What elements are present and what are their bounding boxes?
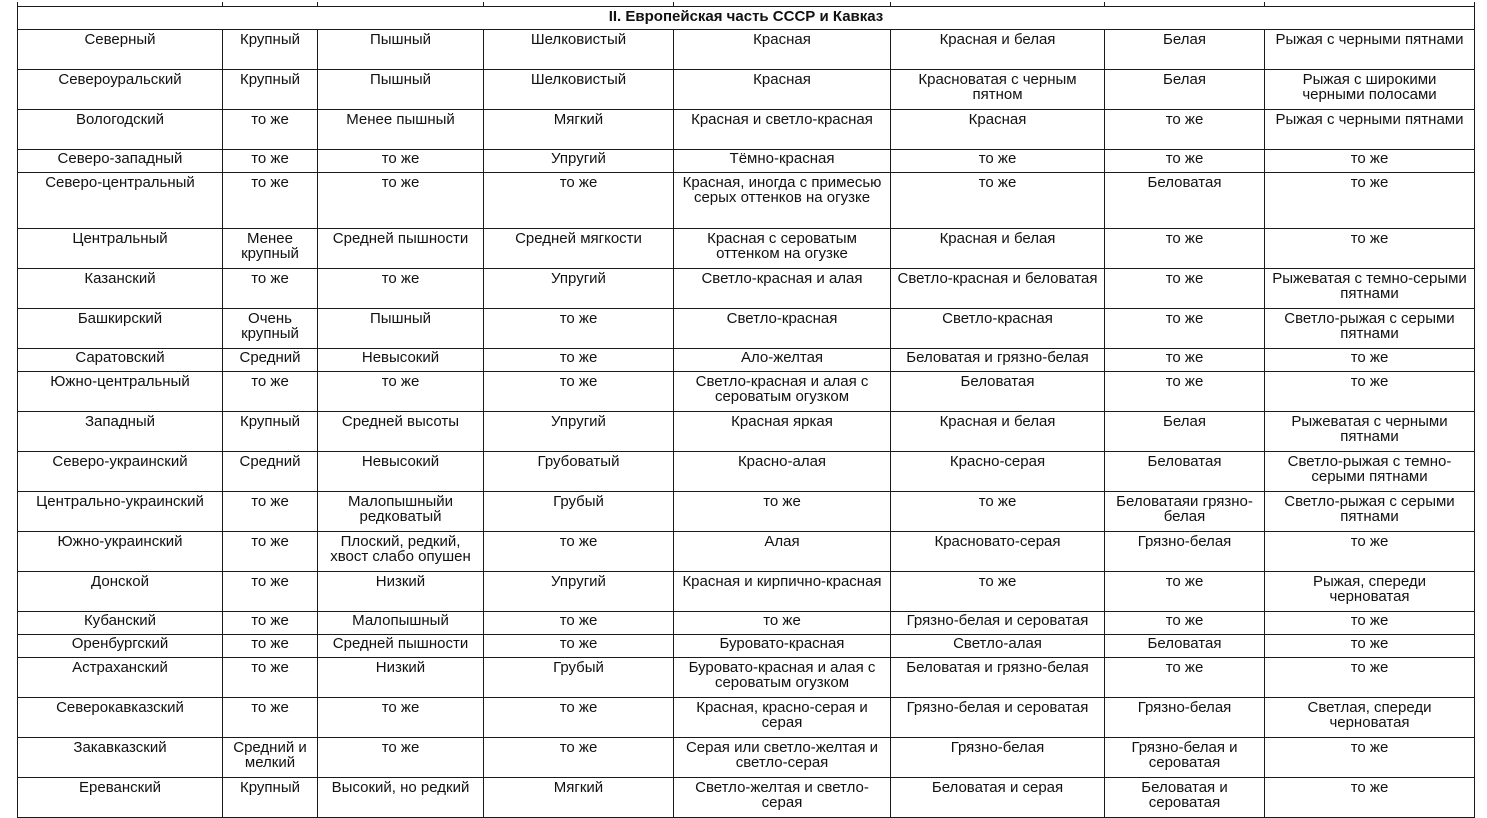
cell-tail: то же (318, 150, 484, 173)
cell-color-other: Рыжая, спереди черноватая (1265, 572, 1475, 612)
cell-size: то же (223, 658, 318, 698)
cell-color-chest: Беловатая и грязно-белая (891, 658, 1105, 698)
cell-color-back: Красная, красно-серая и серая (674, 698, 891, 738)
cell-color-other: Светло-рыжая с темно-серыми пятнами (1265, 452, 1475, 492)
cell-size: Очень крупный (223, 309, 318, 349)
cell-color-other: то же (1265, 635, 1475, 658)
cell-color-belly: Грязно-белая (1105, 532, 1265, 572)
cell-size: то же (223, 150, 318, 173)
cell-color-back: Красная и светло-красная (674, 110, 891, 150)
cell-color-belly: то же (1105, 309, 1265, 349)
cell-color-belly: то же (1105, 110, 1265, 150)
table-row (18, 635, 1475, 658)
cell-fur: Упругий (484, 572, 674, 612)
cell-color-chest: Беловатая и грязно-белая (891, 349, 1105, 372)
table-row (18, 349, 1475, 372)
cell-color-chest: то же (891, 572, 1105, 612)
table-row (18, 372, 1475, 412)
cell-color-back: Светло-желтая и светло-серая (674, 778, 891, 818)
cell-color-back: Красная, иногда с примесью серых оттенков на огузке (674, 173, 891, 229)
cell-color-other: то же (1265, 778, 1475, 818)
cell-color-back: Красная с сероватым оттенком на огузке (674, 229, 891, 269)
table-row (18, 738, 1475, 778)
cell-breed: Северокавказский (18, 698, 223, 738)
cell-breed: Северный (18, 30, 223, 70)
cell-color-back: Красная и кирпично-красная (674, 572, 891, 612)
cell-size: Крупный (223, 778, 318, 818)
cell-breed: Башкирский (18, 309, 223, 349)
cell-color-other: Рыжая с черными пятнами (1265, 110, 1475, 150)
cell-tail: Плоский, редкий, хвост слабо опушен (318, 532, 484, 572)
cell-size: то же (223, 635, 318, 658)
table-body (18, 2, 1475, 818)
cell-color-other: то же (1265, 372, 1475, 412)
cell-color-back: Серая или светло-желтая и светло-серая (674, 738, 891, 778)
cell-breed: Астраханский (18, 658, 223, 698)
cell-color-belly: то же (1105, 572, 1265, 612)
cell-color-back: Алая (674, 532, 891, 572)
table-row (18, 698, 1475, 738)
table-row (18, 452, 1475, 492)
cell-color-belly: то же (1105, 372, 1265, 412)
table-row (18, 532, 1475, 572)
cell-tail: то же (318, 738, 484, 778)
cell-size: Менее крупный (223, 229, 318, 269)
cell-color-chest: то же (891, 150, 1105, 173)
cell-color-other: Рыжая с широкими черными полосами (1265, 70, 1475, 110)
cell-fur: то же (484, 532, 674, 572)
cell-color-other: то же (1265, 532, 1475, 572)
table-row (18, 70, 1475, 110)
cell-color-back: Красная (674, 70, 891, 110)
cell-tail: Пышный (318, 309, 484, 349)
table-row (18, 110, 1475, 150)
cell-color-other: то же (1265, 349, 1475, 372)
cell-color-back: Красная (674, 30, 891, 70)
cell-fur: Мягкий (484, 778, 674, 818)
table-row (18, 30, 1475, 70)
cell-color-back: то же (674, 612, 891, 635)
cell-fur: то же (484, 635, 674, 658)
cell-tail: Малопышный (318, 612, 484, 635)
cell-color-chest: Красная и белая (891, 30, 1105, 70)
cell-tail: Средней пышности (318, 229, 484, 269)
cell-color-chest: Красная и белая (891, 412, 1105, 452)
cell-size: то же (223, 572, 318, 612)
cell-fur: Мягкий (484, 110, 674, 150)
table-row (18, 412, 1475, 452)
cell-fur: Шелковистый (484, 70, 674, 110)
table-row (18, 173, 1475, 229)
cell-color-belly: то же (1105, 612, 1265, 635)
cell-color-back: Ало-желтая (674, 349, 891, 372)
cell-size: то же (223, 698, 318, 738)
table-row (18, 492, 1475, 532)
cell-breed: Западный (18, 412, 223, 452)
section-header-row (18, 7, 1475, 30)
cell-tail: Низкий (318, 658, 484, 698)
cell-size: Крупный (223, 30, 318, 70)
cell-tail: Высокий, но редкий (318, 778, 484, 818)
cell-color-belly: Белая (1105, 70, 1265, 110)
cell-size: Средний (223, 349, 318, 372)
cell-size: то же (223, 372, 318, 412)
cell-color-chest: Беловатая (891, 372, 1105, 412)
cell-fur: Грубоватый (484, 452, 674, 492)
cell-breed: Оренбургский (18, 635, 223, 658)
cell-color-belly: Грязно-белая и сероватая (1105, 738, 1265, 778)
cell-color-chest: Беловатая и серая (891, 778, 1105, 818)
cell-size: то же (223, 492, 318, 532)
cell-size: то же (223, 110, 318, 150)
cell-color-other: Светло-рыжая с серыми пятнами (1265, 492, 1475, 532)
cell-size: то же (223, 269, 318, 309)
cell-color-back: Красно-алая (674, 452, 891, 492)
table-row (18, 150, 1475, 173)
cell-color-belly: то же (1105, 150, 1265, 173)
cell-tail: Менее пышный (318, 110, 484, 150)
cell-size: то же (223, 612, 318, 635)
cell-color-chest: Грязно-белая и сероватая (891, 612, 1105, 635)
cell-color-other: Рыжеватая с черными пятнами (1265, 412, 1475, 452)
cell-tail: Средней пышности (318, 635, 484, 658)
cell-color-chest: то же (891, 173, 1105, 229)
cell-color-other: Светло-рыжая с серыми пятнами (1265, 309, 1475, 349)
cell-color-belly: то же (1105, 269, 1265, 309)
cell-color-chest: Светло-алая (891, 635, 1105, 658)
cell-fur: Средней мягкости (484, 229, 674, 269)
cell-tail: то же (318, 372, 484, 412)
cell-color-other: то же (1265, 738, 1475, 778)
cell-size: Крупный (223, 412, 318, 452)
cell-fur: то же (484, 173, 674, 229)
cell-color-belly: Грязно-белая (1105, 698, 1265, 738)
cell-color-belly: Беловатая (1105, 452, 1265, 492)
cell-breed: Закавказский (18, 738, 223, 778)
cell-color-other: то же (1265, 173, 1475, 229)
cell-color-belly: то же (1105, 229, 1265, 269)
cell-color-belly: Беловатая (1105, 173, 1265, 229)
table-row (18, 269, 1475, 309)
table-row (18, 309, 1475, 349)
cell-fur: Шелковистый (484, 30, 674, 70)
cell-tail: Средней высоты (318, 412, 484, 452)
cell-color-other: Рыжая с черными пятнами (1265, 30, 1475, 70)
cell-breed: Северо-центральный (18, 173, 223, 229)
cell-fur: то же (484, 309, 674, 349)
cell-tail: Невысокий (318, 349, 484, 372)
cell-size: то же (223, 173, 318, 229)
cell-color-other: Светлая, спереди черноватая (1265, 698, 1475, 738)
cell-color-back: Светло-красная и алая (674, 269, 891, 309)
cell-color-back: то же (674, 492, 891, 532)
cell-breed: Ереванский (18, 778, 223, 818)
table-row (18, 612, 1475, 635)
cell-fur: Упругий (484, 269, 674, 309)
cell-breed: Североуральский (18, 70, 223, 110)
cell-color-back: Красная яркая (674, 412, 891, 452)
cell-fur: Грубый (484, 492, 674, 532)
cell-color-belly: то же (1105, 349, 1265, 372)
cell-fur: то же (484, 738, 674, 778)
table-row (18, 229, 1475, 269)
cell-breed: Вологодский (18, 110, 223, 150)
cell-color-back: Тёмно-красная (674, 150, 891, 173)
cell-tail: Пышный (318, 70, 484, 110)
cell-breed: Южно-украинский (18, 532, 223, 572)
cell-breed: Северо-западный (18, 150, 223, 173)
cell-breed: Северо-украинский (18, 452, 223, 492)
cell-tail: Низкий (318, 572, 484, 612)
cell-color-belly: Белая (1105, 30, 1265, 70)
cell-fur: то же (484, 612, 674, 635)
cell-color-other: то же (1265, 658, 1475, 698)
cell-tail: то же (318, 698, 484, 738)
cell-color-other: Рыжеватая с темно-серыми пятнами (1265, 269, 1475, 309)
cell-fur: Грубый (484, 658, 674, 698)
cell-color-chest: Грязно-белая (891, 738, 1105, 778)
cell-color-chest: Грязно-белая и сероватая (891, 698, 1105, 738)
cell-color-belly: Беловатая и сероватая (1105, 778, 1265, 818)
section-title: II. Европейская часть СССР и Кавказ (18, 7, 1475, 30)
table-row (18, 778, 1475, 818)
cell-size: Средний (223, 452, 318, 492)
cell-color-chest: Светло-красная (891, 309, 1105, 349)
cell-color-chest: Красновато-серая (891, 532, 1105, 572)
table-row (18, 572, 1475, 612)
breeds-table (17, 2, 1475, 818)
cell-tail: то же (318, 269, 484, 309)
cell-color-belly: Беловатаяи грязно-белая (1105, 492, 1265, 532)
cell-breed: Казанский (18, 269, 223, 309)
cell-color-chest: Красно-серая (891, 452, 1105, 492)
cell-color-back: Буровато-красная (674, 635, 891, 658)
cell-color-other: то же (1265, 150, 1475, 173)
cell-breed: Донской (18, 572, 223, 612)
cell-color-chest: Светло-красная и беловатая (891, 269, 1105, 309)
cell-color-other: то же (1265, 612, 1475, 635)
cell-fur: то же (484, 349, 674, 372)
cell-size: то же (223, 532, 318, 572)
cell-color-chest: Красная (891, 110, 1105, 150)
cell-tail: Невысокий (318, 452, 484, 492)
cell-size: Крупный (223, 70, 318, 110)
cell-color-back: Светло-красная (674, 309, 891, 349)
cell-color-belly: то же (1105, 658, 1265, 698)
cell-fur: Упругий (484, 150, 674, 173)
cell-tail: то же (318, 173, 484, 229)
cell-color-chest: Красноватая с черным пятном (891, 70, 1105, 110)
cell-color-back: Буровато-красная и алая с сероватым огузком (674, 658, 891, 698)
cell-color-belly: Белая (1105, 412, 1265, 452)
cell-tail: Малопышныйи редковатый (318, 492, 484, 532)
cell-size: Средний и мелкий (223, 738, 318, 778)
table-row (18, 658, 1475, 698)
cell-breed: Саратовский (18, 349, 223, 372)
cell-fur: то же (484, 372, 674, 412)
cell-tail: Пышный (318, 30, 484, 70)
cell-fur: Упругий (484, 412, 674, 452)
cell-color-chest: то же (891, 492, 1105, 532)
cell-color-back: Светло-красная и алая с сероватым огузком (674, 372, 891, 412)
cell-color-other: то же (1265, 229, 1475, 269)
cell-breed: Центральный (18, 229, 223, 269)
cell-color-chest: Красная и белая (891, 229, 1105, 269)
cell-fur: то же (484, 698, 674, 738)
cell-breed: Центрально-украинский (18, 492, 223, 532)
cell-breed: Южно-центральный (18, 372, 223, 412)
cell-breed: Кубанский (18, 612, 223, 635)
cell-color-belly: Беловатая (1105, 635, 1265, 658)
